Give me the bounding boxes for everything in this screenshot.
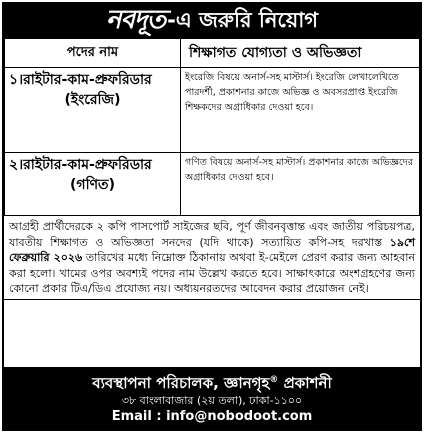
table-header-row — [5, 39, 420, 68]
table-row — [5, 68, 420, 153]
ad-header — [4, 4, 420, 38]
job-advertisement — [2, 2, 422, 431]
position-title: ১।রাইটার-কাম-প্রুফরিডার — [9, 72, 152, 88]
qualification-cell: ইংরেজি বিষয়ে অনার্স-সহ মাস্টার্স। ইংরেজি লেখালেখিতে পারদর্শী, প্রকাশনার কাজে অভিজ্ঞ ও অবসরপ্রাপ্ত ইংরেজি শিক্ষকদের অগ্রাধিকার দেওয়া হবে। — [181, 68, 420, 153]
position-cell — [5, 153, 181, 216]
column-header-qualification: শিক্ষাগত যোগ্যতা ও অভিজ্ঞতা — [181, 39, 420, 68]
registered-mark: ® — [269, 375, 279, 385]
instructions-text: আগ্রহী প্রার্থীদেরকে ২ কপি পাসপোর্ট সাইজের ছবি, পূর্ণ জীবনবৃত্তান্ত এবং জাতীয় পরিচয়পত্র, যাবতীয় শিক্ষাগত ও অভিজ্ঞতা সনদের (যদি থাকে) সত্যায়িত কপি-সহ দরখাস্ত — [9, 220, 415, 249]
ad-tagline: -এ জরুরি নিয়োগ — [167, 7, 319, 32]
job-table — [4, 38, 420, 216]
publisher-name: ব্যবস্থাপনা পরিচালক, জ্ঞানগৃহ® প্রকাশনী — [92, 374, 332, 392]
qualification-cell: গণিত বিষয়ে অনার্স-সহ মাস্টার্স। প্রকাশনার কাজে অভিজ্ঞদের অগ্রাধিকার দেওয়া হবে। — [181, 153, 420, 216]
application-instructions — [4, 216, 420, 300]
contact-email[interactable]: Email : info@nobodoot.com — [111, 409, 313, 424]
column-header-position: পদের নাম — [5, 39, 181, 68]
contact-footer — [4, 367, 420, 429]
publisher-address: ৩৮ বাংলাবাজার (২য় তলা), ঢাকা-১১০০ — [121, 394, 303, 407]
position-subject: (ইংরেজি) — [64, 92, 121, 108]
instructions-text-continued: তারিখের মধ্যে নিম্নোক্ত ঠিকানায় অথবা ই-মেইলে প্রেরণ করার জন্য আহবান করা হলো। খামের ওপর অবশ্যই পদের নাম উল্লেখ করতে হবে। সাক্ষাৎকারে অংশগ্রহণের জন্য কোনো প্রকার টিএ/ডিএ প্রযোজ্য নয়। অধ্যয়নরতদের আবেদন করার প্রয়োজন নেই। — [9, 251, 415, 296]
table-row — [5, 153, 420, 216]
position-subject: (গণিত) — [70, 177, 115, 193]
nobodoot-logo: নবদূত — [105, 5, 166, 35]
position-cell — [5, 68, 181, 153]
position-title: ২।রাইটার-কাম-প্রুফরিডার — [9, 157, 152, 173]
application-deadline: ১৯শে ফেব্রুয়ারি ২০২৬ — [9, 235, 415, 265]
